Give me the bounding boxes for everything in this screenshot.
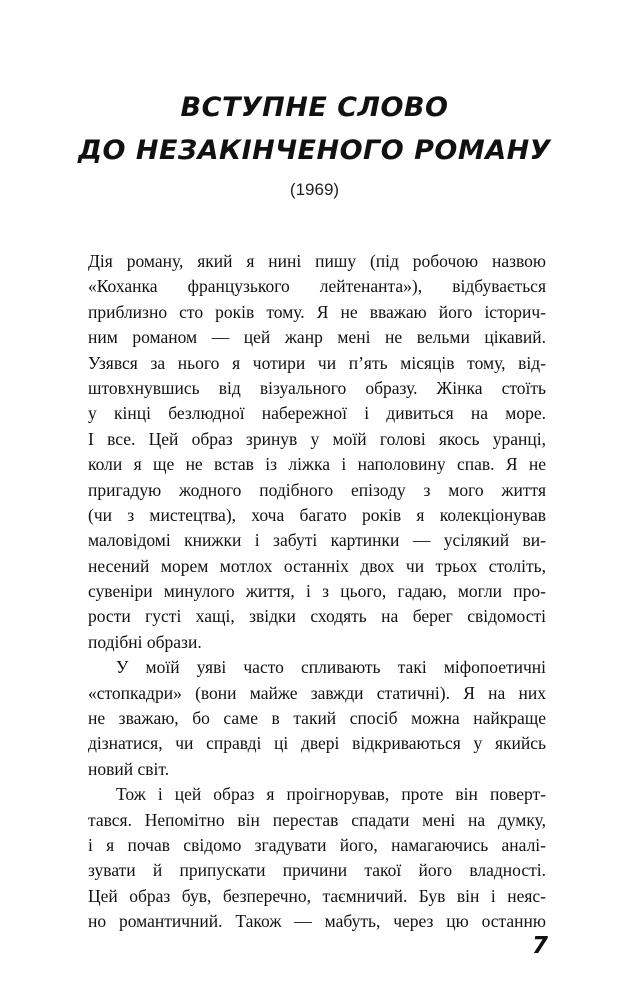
text-line: сувеніри минулого життя, і з цього, гадаю, могли про- — [88, 581, 546, 602]
text-line: подібні образи. — [88, 631, 202, 652]
text-line: маловідомі книжки і забуті картинки — усілякий ви- — [88, 530, 546, 551]
chapter-title-line-2: ДО НЕЗАКІНЧЕНОГО РОМАНУ — [77, 135, 552, 166]
text-line: несений морем мотлох останніх двох чи трьох століть, — [88, 555, 546, 576]
paragraph-1 — [88, 249, 546, 655]
text-line: штовхнувшись від візуального образу. Жінка стоїть — [88, 377, 546, 398]
text-line: дізнатися, чи справді ці двері відкриваються у якийсь — [88, 733, 546, 754]
text-line: «стопкадри» (вони майже завжди статичні). Я на них — [88, 682, 546, 703]
page-number: 7 — [532, 933, 549, 959]
paragraph-2 — [88, 655, 546, 782]
text-line: новий світ. — [88, 758, 170, 779]
text-line: приблизно сто років тому. Я не вважаю його історич- — [88, 301, 546, 322]
chapter-year: (1969) — [289, 180, 340, 199]
text-line: коли я ще не встав із ліжка і наполовину спав. Я не — [88, 454, 546, 475]
text-line: У моїй уяві часто спливають такі міфопоетичні — [116, 657, 546, 678]
text-line: у кінці безлюдної набережної і дивиться на море. — [88, 403, 546, 424]
text-line: зувати й припускати причини такої його владності. — [88, 860, 546, 881]
text-line: ним романом — цей жанр мені не вельми цікавий. — [88, 327, 546, 348]
text-line: но романтичний. Також — мабуть, через цю останню — [88, 911, 546, 932]
text-line: пригадую жодного подібного епізоду з мого життя — [88, 479, 546, 500]
text-line: рости густі хащі, звідки сходять на берег свідомості — [88, 606, 546, 627]
text-line: тався. Непомітно він перестав спадати мені на думку, — [88, 809, 546, 830]
text-line: не зважаю, бо саме в такий спосіб можна найкраще — [88, 708, 546, 729]
text-line: «Коханка французького лейтенанта»), відбувається — [88, 276, 546, 297]
text-line: Узявся за нього я чотири чи п’ять місяців тому, від- — [88, 352, 546, 373]
body-text — [88, 249, 546, 935]
chapter-title — [0, 86, 629, 172]
text-line: і я почав свідомо згадувати його, намагаючись аналі- — [88, 834, 546, 855]
chapter-title-line-1: ВСТУПНЕ СЛОВО — [180, 92, 449, 123]
text-line: І все. Цей образ зринув у моїй голові якось уранці, — [88, 428, 546, 449]
text-line: Цей образ був, безперечно, таємничий. Був він і неяс- — [88, 885, 546, 906]
text-line: Дія роману, який я нині пишу (під робочою назвою — [88, 251, 546, 271]
paragraph-3 — [88, 782, 546, 934]
text-line: (чи з мистецтва), хоча багато років я колекціонував — [88, 504, 546, 525]
text-line: Тож і цей образ я проігнорував, проте він поверт- — [116, 784, 546, 805]
